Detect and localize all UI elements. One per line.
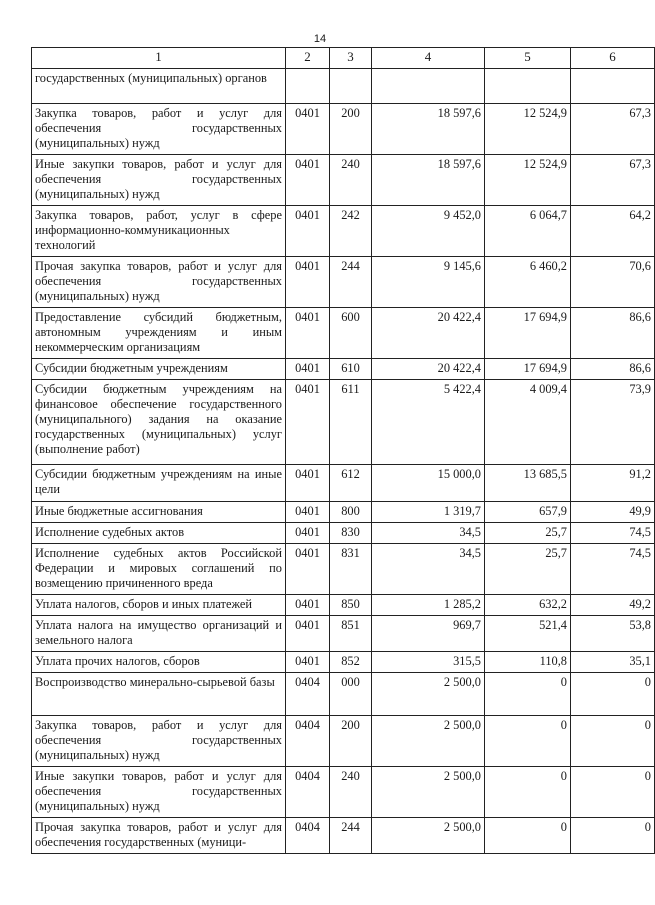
section-code: 0401 [286,308,330,359]
table-row [32,155,655,206]
actual-amount: 110,8 [485,652,571,673]
execution-percent: 0 [571,716,655,767]
execution-percent: 73,9 [571,380,655,465]
execution-percent: 0 [571,767,655,818]
expense-kind: 612 [330,465,372,502]
expense-kind: 852 [330,652,372,673]
actual-amount: 13 685,5 [485,465,571,502]
table-row [32,465,655,502]
execution-percent: 86,6 [571,308,655,359]
section-code: 0401 [286,616,330,652]
actual-amount: 6 064,7 [485,206,571,257]
expense-kind: 200 [330,104,372,155]
table-row [32,767,655,818]
plan-amount: 5 422,4 [372,380,485,465]
section-code: 0401 [286,652,330,673]
row-name: Закупка товаров, работ, услуг в сфере информационно-коммуникационных технологий [32,206,286,257]
expense-kind: 831 [330,544,372,595]
expense-kind: 830 [330,523,372,544]
table-row [32,523,655,544]
execution-percent: 67,3 [571,104,655,155]
expense-kind: 244 [330,818,372,854]
row-name: Уплата налога на имущество организаций и земельного налога [32,616,286,652]
table-row [32,616,655,652]
row-name: Прочая закупка товаров, работ и услуг для обеспечения государственных (муници- [32,818,286,854]
section-code: 0404 [286,767,330,818]
row-name: Прочая закупка товаров, работ и услуг для обеспечения государственных (муниципальных) нужд [32,257,286,308]
execution-percent: 0 [571,673,655,716]
plan-amount: 2 500,0 [372,818,485,854]
actual-amount: 0 [485,767,571,818]
actual-amount: 0 [485,818,571,854]
section-code: 0401 [286,359,330,380]
section-code [286,69,330,104]
expense-kind: 800 [330,502,372,523]
table-row [32,69,655,104]
plan-amount: 1 319,7 [372,502,485,523]
plan-amount: 1 285,2 [372,595,485,616]
execution-percent: 74,5 [571,544,655,595]
actual-amount: 521,4 [485,616,571,652]
execution-percent: 0 [571,818,655,854]
row-name: Закупка товаров, работ и услуг для обеспечения государственных (муниципальных) нужд [32,716,286,767]
expense-kind: 200 [330,716,372,767]
section-code: 0401 [286,104,330,155]
expense-kind: 240 [330,155,372,206]
column-header: 5 [485,48,571,69]
section-code: 0401 [286,544,330,595]
table-row [32,257,655,308]
expense-kind: 000 [330,673,372,716]
actual-amount: 6 460,2 [485,257,571,308]
column-header: 2 [286,48,330,69]
expense-kind: 611 [330,380,372,465]
budget-table [31,47,655,854]
table-row [32,206,655,257]
actual-amount: 17 694,9 [485,308,571,359]
table-row [32,380,655,465]
expense-kind [330,69,372,104]
row-name: Иные закупки товаров, работ и услуг для обеспечения государственных (муниципальных) нужд [32,155,286,206]
actual-amount [485,69,571,104]
table-row [32,308,655,359]
plan-amount: 34,5 [372,544,485,595]
section-code: 0404 [286,818,330,854]
execution-percent: 74,5 [571,523,655,544]
actual-amount: 0 [485,673,571,716]
column-header: 6 [571,48,655,69]
execution-percent: 70,6 [571,257,655,308]
row-name: Предоставление субсидий бюджетным, автономным учреждениям и иным некоммерческим организациям [32,308,286,359]
table-row [32,818,655,854]
table-row [32,544,655,595]
plan-amount: 20 422,4 [372,359,485,380]
row-name: Воспроизводство минерально-сырьевой базы [32,673,286,716]
actual-amount: 17 694,9 [485,359,571,380]
actual-amount: 25,7 [485,523,571,544]
plan-amount: 2 500,0 [372,716,485,767]
row-name: Иные бюджетные ассигнования [32,502,286,523]
plan-amount: 18 597,6 [372,104,485,155]
plan-amount [372,69,485,104]
table-row [32,652,655,673]
table-row [32,502,655,523]
expense-kind: 610 [330,359,372,380]
execution-percent: 49,9 [571,502,655,523]
section-code: 0401 [286,502,330,523]
row-name: Субсидии бюджетным учреждениям [32,359,286,380]
plan-amount: 2 500,0 [372,767,485,818]
section-code: 0401 [286,257,330,308]
table-row [32,104,655,155]
section-code: 0401 [286,155,330,206]
execution-percent [571,69,655,104]
actual-amount: 25,7 [485,544,571,595]
expense-kind: 851 [330,616,372,652]
expense-kind: 244 [330,257,372,308]
row-name: Закупка товаров, работ и услуг для обеспечения государственных (муниципальных) нужд [32,104,286,155]
table-row [32,673,655,716]
row-name: Исполнение судебных актов [32,523,286,544]
column-header: 4 [372,48,485,69]
section-code: 0404 [286,716,330,767]
column-header: 1 [32,48,286,69]
row-name: Субсидии бюджетным учреждениям на иные цели [32,465,286,502]
actual-amount: 12 524,9 [485,104,571,155]
plan-amount: 15 000,0 [372,465,485,502]
plan-amount: 315,5 [372,652,485,673]
execution-percent: 64,2 [571,206,655,257]
actual-amount: 0 [485,716,571,767]
plan-amount: 34,5 [372,523,485,544]
section-code: 0404 [286,673,330,716]
row-name: Уплата налогов, сборов и иных платежей [32,595,286,616]
actual-amount: 632,2 [485,595,571,616]
row-name: Уплата прочих налогов, сборов [32,652,286,673]
table-row [32,595,655,616]
execution-percent: 91,2 [571,465,655,502]
plan-amount: 969,7 [372,616,485,652]
execution-percent: 35,1 [571,652,655,673]
expense-kind: 242 [330,206,372,257]
row-name: Иные закупки товаров, работ и услуг для обеспечения государственных (муниципальных) нужд [32,767,286,818]
row-name: государственных (муниципальных) органов [32,69,286,104]
expense-kind: 240 [330,767,372,818]
section-code: 0401 [286,523,330,544]
actual-amount: 4 009,4 [485,380,571,465]
plan-amount: 20 422,4 [372,308,485,359]
plan-amount: 9 452,0 [372,206,485,257]
table-row [32,359,655,380]
section-code: 0401 [286,595,330,616]
expense-kind: 850 [330,595,372,616]
execution-percent: 53,8 [571,616,655,652]
execution-percent: 86,6 [571,359,655,380]
execution-percent: 67,3 [571,155,655,206]
execution-percent: 49,2 [571,595,655,616]
table-row [32,716,655,767]
plan-amount: 2 500,0 [372,673,485,716]
plan-amount: 18 597,6 [372,155,485,206]
section-code: 0401 [286,465,330,502]
section-code: 0401 [286,380,330,465]
plan-amount: 9 145,6 [372,257,485,308]
row-name: Субсидии бюджетным учреждениям на финансовое обеспечение государственного (муниципального) задания на оказание государственных (муниципальных) услуг (выполнение работ) [32,380,286,465]
expense-kind: 600 [330,308,372,359]
row-name: Исполнение судебных актов Российской Федерации и мировых соглашений по возмещению причиненного вреда [32,544,286,595]
actual-amount: 657,9 [485,502,571,523]
column-header: 3 [330,48,372,69]
header-row [32,48,655,69]
page-number: 14 [313,33,327,45]
actual-amount: 12 524,9 [485,155,571,206]
section-code: 0401 [286,206,330,257]
